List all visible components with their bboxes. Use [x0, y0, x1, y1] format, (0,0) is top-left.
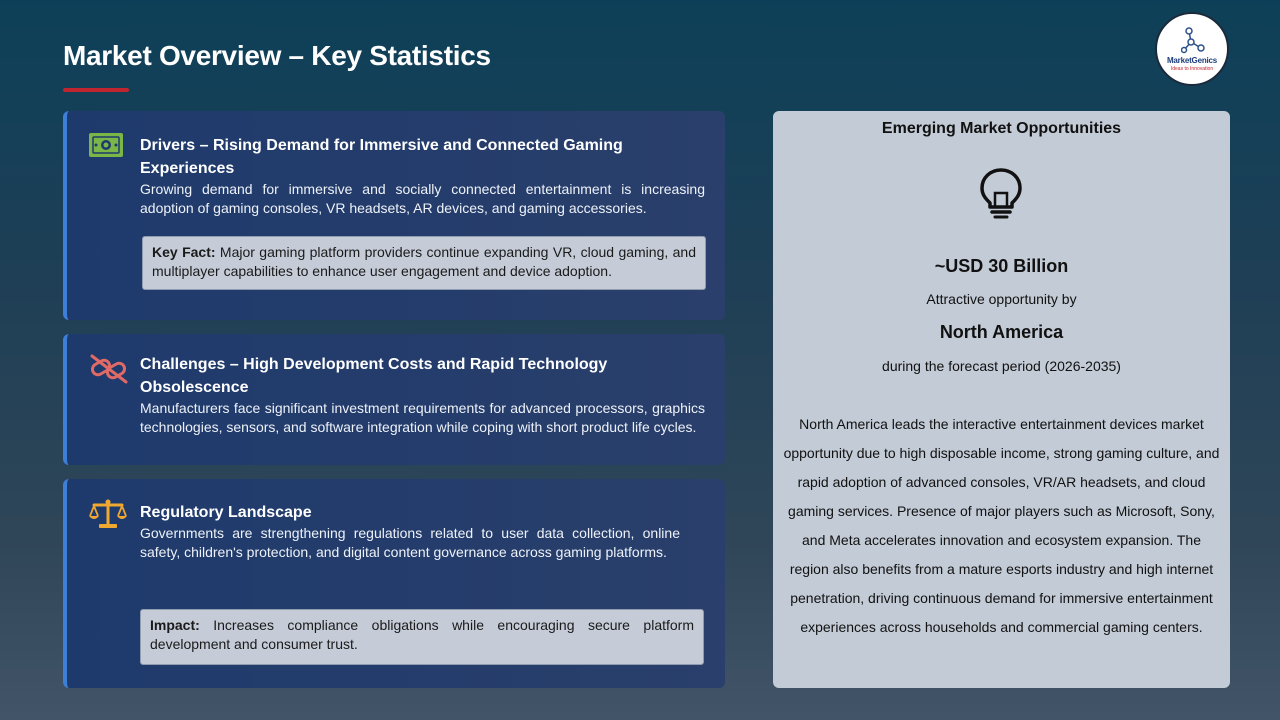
- opportunity-by-text: Attractive opportunity by: [926, 291, 1077, 307]
- impact-text: Increases compliance obligations while encouraging secure platform development and consumer trust.: [150, 617, 694, 652]
- money-icon: [89, 133, 123, 157]
- network-nodes-icon: [1181, 26, 1205, 54]
- opportunity-period: during the forecast period (2026-2035): [882, 358, 1121, 374]
- key-fact-box: [142, 236, 706, 290]
- page-title: Market Overview – Key Statistics: [63, 40, 491, 71]
- drivers-text: Growing demand for immersive and socially connected entertainment is increasing adoption of gaming consoles, VR headsets, AR devices, and gaming accessories.: [140, 181, 705, 216]
- key-fact-text: Major gaming platform providers continue expanding VR, cloud gaming, and multiplayer capabilities to enhance user engagement and device adoption.: [152, 244, 696, 279]
- challenges-title: Challenges – High Development Costs and Rapid Technology Obsolescence: [140, 356, 608, 396]
- company-logo: [1155, 12, 1229, 86]
- drivers-card: [63, 111, 725, 320]
- opportunity-heading: Emerging Market Opportunities: [881, 120, 1122, 137]
- opportunity-amount: ~USD 30 Billion: [934, 256, 1069, 276]
- key-fact-label: Key Fact:: [152, 244, 216, 260]
- impact-label: Impact:: [150, 617, 200, 633]
- title-underline: [63, 88, 129, 92]
- drivers-title: Drivers – Rising Demand for Immersive and Connected Gaming Experiences: [140, 137, 623, 177]
- impact-box: [140, 609, 704, 665]
- regulatory-title: Regulatory Landscape: [140, 504, 312, 521]
- lightbulb-icon: [978, 167, 1024, 219]
- logo-name: MarketGenics: [1166, 56, 1218, 65]
- opportunity-body: North America leads the interactive entertainment devices market opportunity due to high disposable income, strong gaming culture, and rapid adoption of advanced consoles, VR/AR headsets, and cloud gaming services. Presence of major players such as Microsoft, Sony, and Meta accelerates innovation and ecosystem expansion. The region also benefits from a mature esports industry and high internet penetration, driving continuous demand for immersive entertainment experiences across households and commercial gaming centers.: [783, 416, 1220, 635]
- regulatory-card: [63, 479, 725, 688]
- challenges-text: Manufacturers face significant investment requirements for advanced processors, graphics technologies, sensors, and software integration while coping with short product life cycles.: [140, 400, 705, 435]
- opportunity-region: North America: [939, 322, 1064, 342]
- challenges-card: [63, 334, 725, 465]
- broken-link-icon: [89, 354, 129, 384]
- logo-tagline: Ideas to Innovation: [1170, 66, 1214, 72]
- scales-icon: [89, 498, 127, 530]
- opportunity-panel: [773, 111, 1230, 688]
- regulatory-text: Governments are strengthening regulations related to user data collection, online safety, children's protection, and digital content governance across gaming platforms.: [140, 525, 680, 560]
